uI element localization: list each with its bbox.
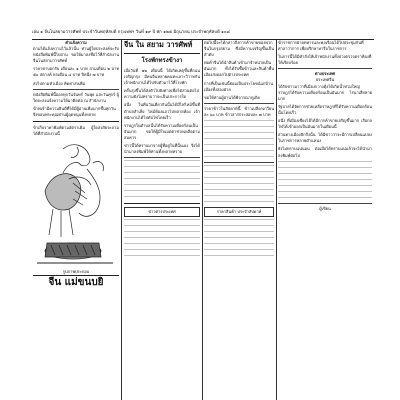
masthead-line: เล่ม ๑ จีนโนสยามวารศัพท์ ประจำวันพฤหัสบดี กรุงเทพฯ วันที่ ๑๙ ปี ศก ๑๒๕ มิถุนายน ประจำพฤหัสบดี ๑๐๘ (32, 27, 374, 40)
paragraph: อนึ่ง ในคืนวันเดียวกันนั้นได้มีไฟไหม้ขึ้นที่ตำบลสำเพ็ง ไหม้ห้องแถวไปหลายห้อง เจ้าพนักงานได้ไปดับไฟโดยเร็ว (124, 102, 200, 120)
column-1 (33, 40, 119, 400)
author-signature: ผู้เขียน (319, 205, 331, 211)
divider (124, 53, 200, 54)
paragraph: ข้าพเจ้ามีความยินดีที่ได้มีผู้อ่านเพิ่มมากขึ้นทุกวัน จึงขอบพระคุณท่านผู้อุดหนุนทั้งหลาย (33, 105, 116, 117)
notice-text: ข้าเก็บราคาพิมพ์ตามอัตราเดิม ผู้ใดสงสัยจะถามได้ที่สำนักงานนี้ (33, 125, 119, 137)
column-divider (121, 40, 122, 400)
column-divider (202, 40, 203, 400)
paragraph: รัฐบาลได้จัดการช่วยเหลือราษฎรที่ได้รับความเดือดร้อนนั้นโดยเร็ว (278, 103, 372, 115)
text-block (278, 161, 372, 201)
divider (278, 203, 372, 204)
paragraph: ส่งไปตามหัวเมือง คิดค่าส่งเพิ่ม (33, 80, 86, 86)
divider (33, 89, 119, 90)
column-3 (204, 40, 274, 400)
column-divider (276, 40, 277, 400)
dragon-engraving-icon (33, 139, 119, 269)
paragraph: ราษฎรในตำบลนั้นได้รับความเดือดร้อนเป็นอันมาก ขอให้ผู้มีใจเมตตาช่วยเหลือตามสมควร (124, 122, 200, 140)
paragraph: ได้รับข่าวมาว่าที่เมืองกวางตุ้งได้เกิดน้ำท่วมใหญ่ ราษฎรได้รับความเดือดร้อนเป็นอันมาก ไร่นาเสียหายมาก (278, 83, 372, 101)
text-block (124, 219, 200, 259)
divider (124, 203, 200, 204)
section-subheading: ประเทศจีน (315, 77, 335, 83)
engraving-illustration (33, 139, 119, 269)
column-4 (278, 40, 372, 400)
paragraph: ต่อไปนี้จะได้กล่าวถึงการค้าขายของพวกจีนในกรุงสยาม ซึ่งมีความเจริญขึ้นเป็นลำดับ (204, 40, 274, 58)
text-block (124, 160, 200, 200)
paragraph: ข่าวนี้ได้ทราบมาจากผู้ที่อยู่ในที่นั้นเอง จึงได้นำมาลงพิมพ์ให้ท่านทั้งหลายทราบ (124, 143, 200, 155)
divider (204, 162, 274, 163)
illustration-caption: รูปภาพประกอบ (62, 269, 90, 275)
article-heading: โรงพักทรงข้างา (141, 57, 183, 64)
text-block (204, 165, 274, 205)
advertisement-title: จีน แม่ขนบยิ (33, 275, 119, 290)
paragraph: พ่อค้าจีนได้นำสินค้าเข้ามาจำหน่ายเป็นอันมาก ทั้งได้รับซื้อข้าวและสินค้าพื้นเมืองส่งออกไปต่างประเทศ (204, 60, 274, 78)
paragraph: ยังไม่ทราบแน่นอน ต่อเมื่อได้ทราบแน่แล้วจะได้นำมาลงพิมพ์ต่อไป (278, 146, 372, 158)
divider (278, 68, 372, 69)
section-heading: ต่างประเทศ (314, 71, 336, 77)
paragraph: ส่วนทางเมืองปักกิ่งนั้น ได้มีข่าวว่าจะมีการเปลี่ยนแปลงในราชการหลายตำแหน่ง (278, 132, 372, 144)
divider (124, 157, 200, 158)
paragraph: ราคาค่าบอกรับ เดือนละ ๑ บาท สามเดือน ๒ บาท ๕๐ สตางค์ หกเดือน ๔ บาท ปีหนึ่ง ๗ บาท (33, 66, 119, 78)
paragraph: ตามได้แจ้งความไว้แล้วนั้น ท่านผู้ใดประสงค์จะรับหนังสือพิมพ์นี้ไปอ่าน ขอให้มาลงชื่อไว้ที่สำนักงานจีนโนสยามวารศัพท์ (33, 46, 119, 64)
paragraph: ขอให้ท่านผู้อ่านได้พิจารณาดูเถิด (204, 94, 260, 100)
paragraph: ในการนี้ได้มีคำสั่งให้เจ้าพนักงานทั้งปวงตรวจตราท้องที่ให้เรียบร้อย (278, 54, 372, 66)
paragraph: ครั้นรุ่งขึ้นได้ส่งตัวไปยังศาลเพื่อไต่สวนต่อไป ความยังไม่ทราบว่าจะเป็นประการใด (124, 88, 200, 100)
section-box: ข่าวต่างประเทศ (124, 207, 200, 217)
divider (33, 121, 119, 122)
paragraph: ข้าราชการฝ่ายทหารและพลเรือนได้ไปประชุมกันที่ศาลาว่าการ เพื่อปรึกษาหารือในราชการ (278, 40, 364, 52)
text-block (204, 120, 274, 160)
paragraph: การที่เป็นเช่นนี้ย่อมเป็นประโยชน์แก่บ้านเมืองทั้งสองฝ่าย (204, 80, 273, 92)
paragraph: เมื่อวันที่ ๑๒ เดือนนี้ ได้เกิดเหตุขึ้นที่ถนนเจริญกรุง มีคนจีนหลายคนทะเลาะวิวาทกัน เจ้าพนักงานได้ไปจับตัวมาไว้ที่โรงพัก (124, 68, 200, 86)
notice-heading: คำแจ้งความ (65, 40, 87, 45)
section-box: ราคาสินค้า ประจำสัปดาห์ (204, 207, 274, 217)
column-2 (124, 40, 200, 400)
paragraph: หนังสือพิมพ์นี้ออกทุกวันจันทร์ วันพุธ และวันศุกร์ ผู้ใดจะลงแจ้งความให้มาติดต่อ ณ สำนักงาน (33, 91, 119, 103)
paragraph: ราคาข้าวในสัปดาห์นี้ ข้าวเปลือกเกวียนละ ๖๐ บาท ข้าวสารกระสอบละ ๗ บาท (204, 105, 274, 117)
newspaper-title: จีน ใน สยาม วารศัพท์ (124, 40, 193, 49)
text-block (204, 219, 274, 259)
paragraph: อนึ่ง ที่เมืองเซี่ยงไฮ้ได้มีการค้าขายเจริญขึ้นมาก เรือกลไฟได้เข้าออกเป็นอันมากในเดือนนี้ (278, 118, 372, 130)
divider (204, 103, 274, 104)
